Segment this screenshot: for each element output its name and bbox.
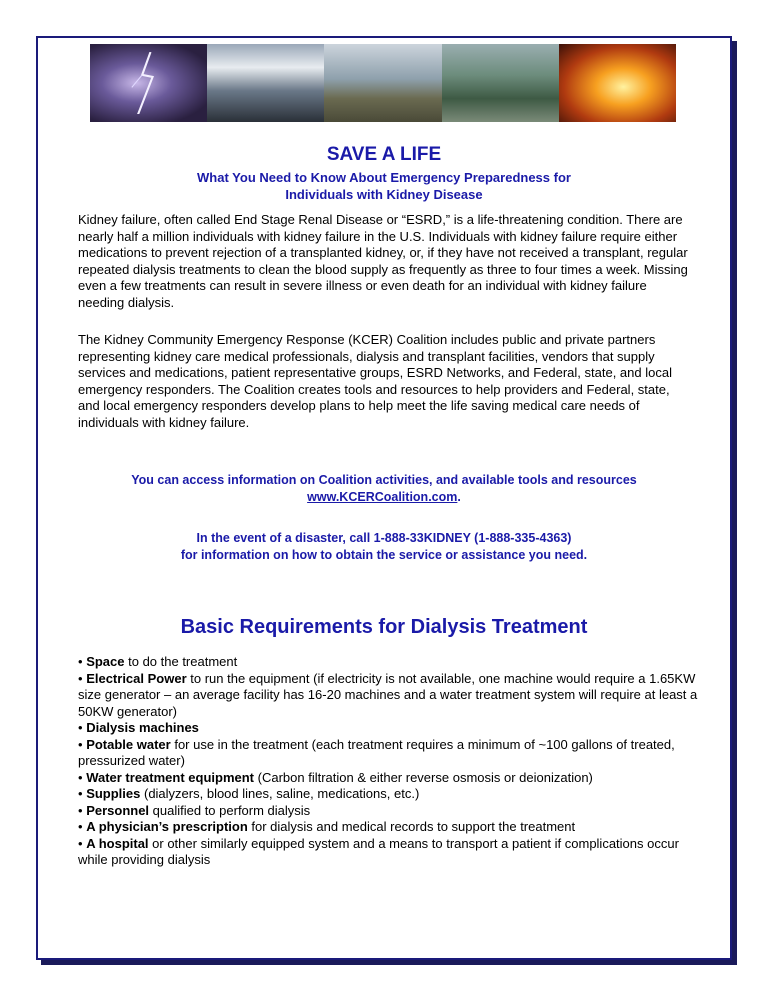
requirement-item: • Personnel qualified to perform dialysis xyxy=(78,802,311,818)
page-title: SAVE A LIFE xyxy=(326,144,442,165)
call-line-2: for information on how to obtain the service or assistance you need. xyxy=(180,548,588,562)
storm-clouds-panel xyxy=(207,44,324,122)
requirements-heading: Basic Requirements for Dialysis Treatment xyxy=(180,616,588,638)
disaster-banner-image xyxy=(90,44,676,122)
lightning-icon xyxy=(125,52,172,114)
requirement-item: • Electrical Power to run the equipment (if electricity is not available, one machine would require a 1.65KW size generator – an average facility has 16-20 machines and a water treatment system will require at least a 50KW generator) xyxy=(78,670,698,719)
requirement-item: • Water treatment equipment (Carbon filtration & either reverse osmosis or deionization) xyxy=(78,769,593,785)
access-text: You can access information on Coalition activities, and available tools and resources xyxy=(131,473,637,487)
requirement-item: • Space to do the treatment xyxy=(78,654,238,669)
subtitle-line-2: Individuals with Kidney Disease xyxy=(285,187,483,202)
page-frame xyxy=(36,36,732,960)
disaster-call-block xyxy=(38,530,730,564)
requirements-list xyxy=(78,654,698,869)
coalition-paragraph: The Kidney Community Emergency Response (KCER) Coalition includes public and private partners representing kidney care medical professionals, dialysis and transplant facilities, vendors that supply services and medications, patient representative groups, ESRD Networks, and Federal, state, and local emergency responders. The Coalition creates tools and resources to help providers and Federal, state, and local emergency responders develop plans to help meet the life saving medical care needs of individuals with kidney failure. xyxy=(78,332,672,430)
hurricane-panel xyxy=(324,44,441,122)
requirement-item: • Potable water for use in the treatment (each treatment requires a minimum of ~100 gallons of treated, pressurized water) xyxy=(78,736,675,768)
kidney-failure-paragraph: Kidney failure, often called End Stage Renal Disease or “ESRD,” is a life-threatening condition. There are nearly half a million individuals with kidney failure in the U.S. Individuals with kidney failure require either medications to prevent rejection of a transplanted kidney, or, if they have not received a transplant, regular repeated dialysis treatments to clean the blood supply as frequently as three to four times a week. Missing even a few treatments can result in severe illness or even death for an individual with kidney failure needing dialysis. xyxy=(78,212,688,310)
lightning-panel xyxy=(90,44,207,122)
requirement-item: • Dialysis machines xyxy=(78,720,199,735)
requirement-item: • Supplies (dialyzers, blood lines, saline, medications, etc.) xyxy=(78,786,420,801)
requirement-item: • A hospital or other similarly equipped system and a means to transport a patient if complications occur while providing dialysis xyxy=(78,835,679,867)
website-line xyxy=(38,489,730,506)
flood-panel xyxy=(442,44,559,122)
wildfire-panel xyxy=(559,44,676,122)
call-line-1: In the event of a disaster, call 1-888-33KIDNEY (1-888-335-4363) xyxy=(196,531,572,545)
page-subtitle xyxy=(38,169,730,203)
website-period: . xyxy=(457,490,461,504)
access-info-block xyxy=(38,472,730,506)
requirement-item: • A physician’s prescription for dialysis and medical records to support the treatment xyxy=(78,819,576,834)
subtitle-line-1: What You Need to Know About Emergency Preparedness for xyxy=(197,170,571,185)
website-link[interactable]: www.KCERCoalition.com xyxy=(307,490,458,504)
